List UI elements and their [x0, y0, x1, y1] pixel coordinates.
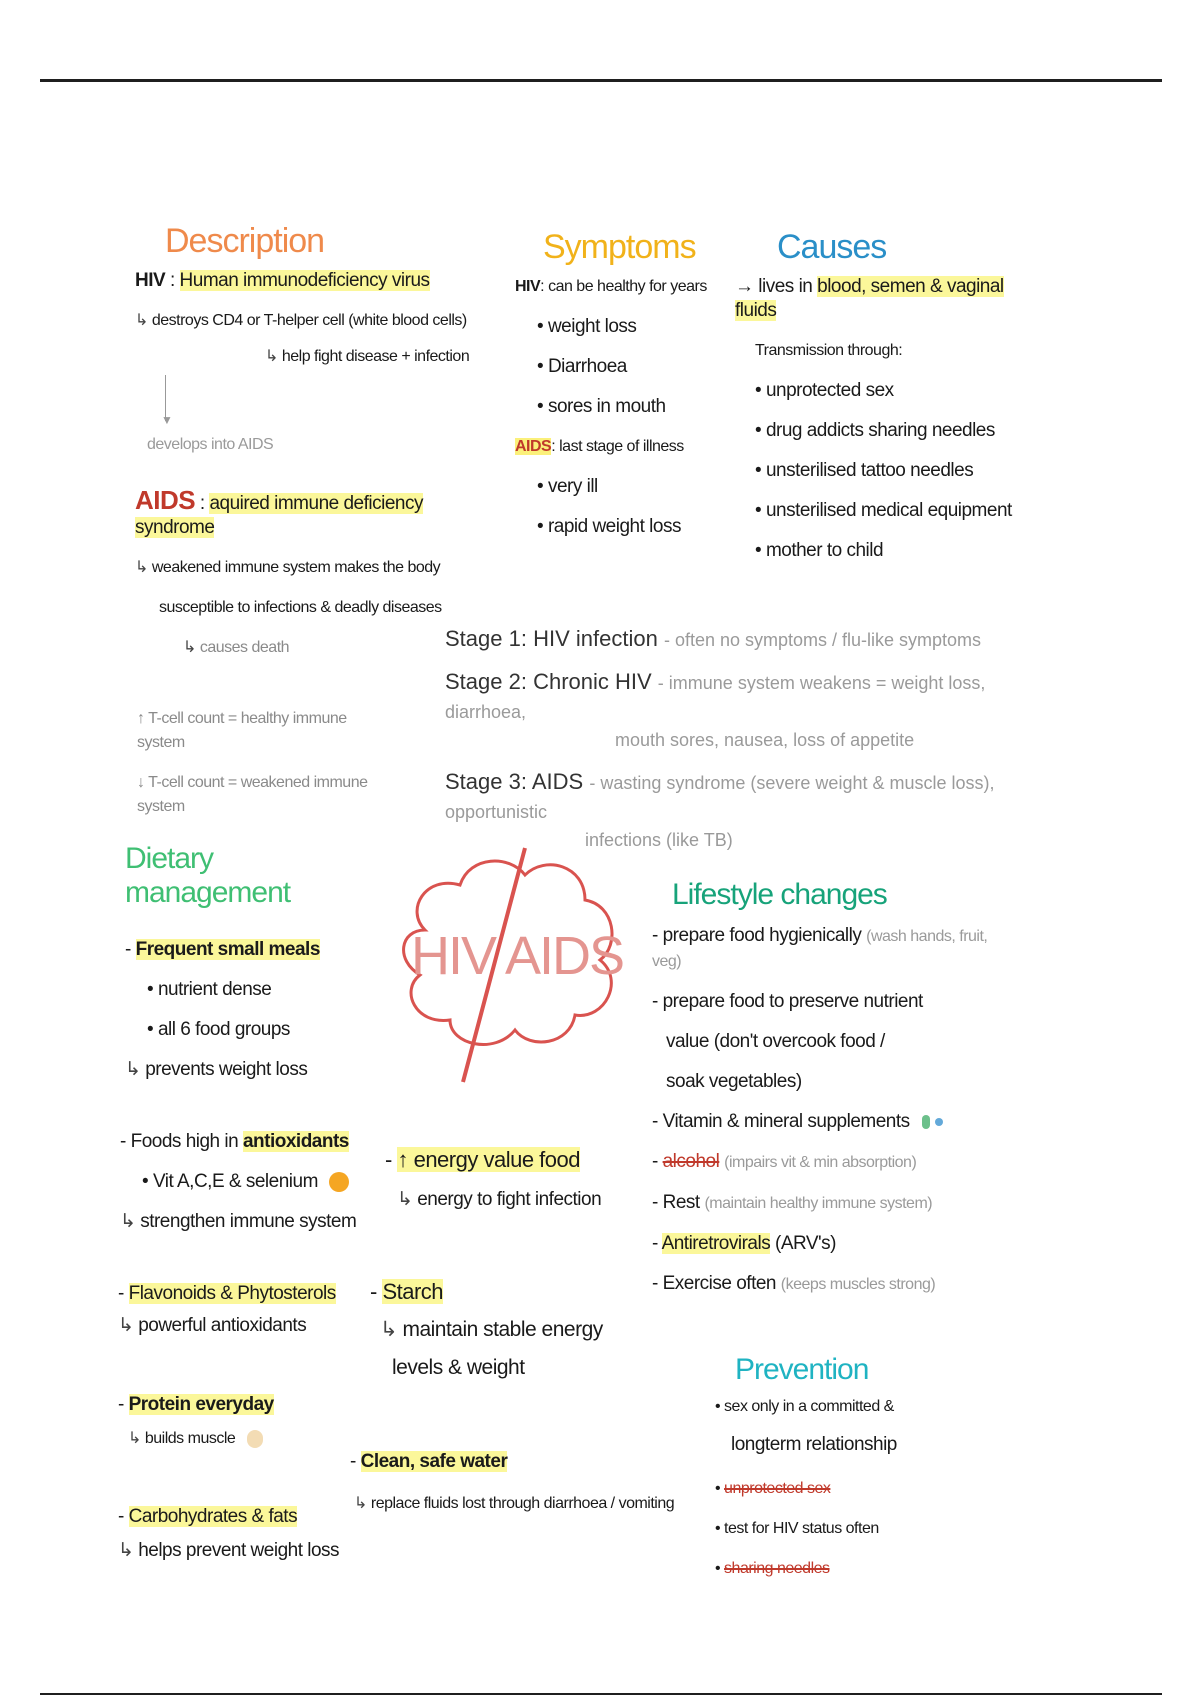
symptoms-aids-label: AIDS — [515, 438, 552, 455]
prevention-longterm: longterm relationship — [731, 1434, 897, 1455]
hiv-label: HIV — [135, 270, 166, 291]
top-rule — [40, 79, 1162, 82]
aids-susceptible: susceptible to infections & deadly diseases — [159, 599, 442, 616]
symptoms-hiv: HIV: can be healthy for years — [515, 278, 707, 295]
aids-label: AIDS — [135, 485, 196, 515]
symptom-item-diarrhoea: • Diarrhoea — [537, 356, 627, 377]
arrow-icon: ↳ — [128, 1430, 141, 1447]
causes-section — [735, 228, 1035, 579]
diet-maintain: ↳ maintain stable energy — [380, 1318, 603, 1341]
cause-item-drug-needles: • drug addicts sharing needles — [755, 420, 995, 441]
up-arrow-icon: ↑ — [137, 710, 145, 727]
diet-antioxidants: - Foods high in antioxidants — [120, 1131, 349, 1152]
hiv-full-name: Human immunodeficiency virus — [179, 270, 430, 291]
lifestyle-heading: Lifestyle changes — [672, 878, 887, 911]
symptom-item-weight-loss: • weight loss — [537, 316, 637, 337]
diet-carbs: - Carbohydrates & fats — [118, 1506, 298, 1527]
hiv-helps: ↳ help fight disease + infection — [265, 348, 470, 365]
dietary-water — [350, 1450, 690, 1532]
diet-helps: ↳ helps prevent weight loss — [118, 1540, 340, 1561]
description-heading: Description — [165, 222, 325, 260]
arrow-icon: ↳ — [380, 1318, 398, 1341]
lifestyle-soak-vegetables: soak vegetables) — [666, 1071, 802, 1092]
symptom-item-rapid-weight-loss: • rapid weight loss — [537, 516, 681, 537]
stage-1: Stage 1: HIV infection - often no symptoms / flu-like symptoms — [445, 626, 982, 651]
dietary-energy — [385, 1148, 635, 1228]
diet-starch: - Starch — [370, 1279, 444, 1304]
dietary-protein — [118, 1393, 358, 1467]
cloud-hiv-text: HIV — [411, 926, 496, 986]
lifestyle-section — [652, 878, 1012, 1313]
transmission-label: Transmission through: — [755, 342, 903, 359]
description-section — [135, 222, 475, 473]
stages-section — [445, 625, 1065, 868]
cause-item-tattoo-needles: • unsterilised tattoo needles — [755, 460, 974, 481]
develops-into-aids: develops into AIDS — [147, 436, 274, 453]
tcell-notes — [137, 707, 397, 835]
stage-3: Stage 3: AIDS - wasting syndrome (severe weight & muscle loss), opportunistic infections (like TB) — [445, 769, 995, 850]
diet-builds-muscle: ↳ builds muscle — [118, 1427, 358, 1451]
tcell-low: ↓ T-cell count = weakened immune system — [137, 774, 368, 815]
hiv-definition: HIV : Human immunodeficiency virus — [135, 270, 430, 291]
arrow-icon: ↳ — [120, 1211, 136, 1232]
prevention-sex-only: • sex only in a committed & — [715, 1398, 894, 1415]
down-arrow-head: ▼ — [161, 413, 173, 427]
diet-energy-fight: ↳ energy to fight infection — [397, 1189, 602, 1210]
symptoms-hiv-label: HIV — [515, 278, 541, 295]
lifestyle-preserve-value: value (don't overcook food / — [666, 1031, 885, 1052]
lifestyle-prepare-hygienically: - prepare food hygienically (wash hands, fruit, veg) — [652, 925, 988, 970]
diet-prevents-weight-loss: ↳ prevents weight loss — [125, 1059, 308, 1080]
prevention-heading: Prevention — [735, 1353, 869, 1386]
cause-item-mother-to-child: • mother to child — [755, 540, 884, 561]
prevention-test: • test for HIV status often — [715, 1520, 879, 1537]
dietary-antioxidants — [120, 1130, 360, 1250]
diet-powerful: ↳ powerful antioxidants — [118, 1315, 307, 1336]
symptoms-section — [515, 228, 725, 555]
flexed-arm-icon — [247, 1430, 263, 1448]
up-arrow-icon: ↑ — [397, 1147, 408, 1172]
arrow-icon: ↳ — [354, 1495, 367, 1512]
symptoms-aids: AIDS: last stage of illness — [515, 438, 684, 455]
diet-water: - Clean, safe water — [350, 1451, 508, 1472]
arrow-icon: ↳ — [183, 639, 196, 656]
symptom-item-mouth-sores: • sores in mouth — [537, 396, 666, 417]
aids-definition-block — [135, 485, 475, 676]
dietary-section — [125, 842, 365, 1098]
lifestyle-exercise: - Exercise often (keeps muscles strong) — [652, 1273, 936, 1294]
diet-flavonoids: - Flavonoids & Phytosterols — [118, 1283, 336, 1304]
bottom-rule — [40, 1693, 1162, 1695]
tcell-high: ↑ T-cell count = healthy immune system — [137, 710, 347, 751]
symptom-item-very-ill: • very ill — [537, 476, 598, 497]
diet-nutrient-dense: • nutrient dense — [147, 979, 272, 1000]
cloud-aids-text: AIDS — [505, 926, 624, 986]
aids-death: ↳ causes death — [183, 639, 290, 656]
dietary-carbs — [118, 1505, 378, 1579]
symptoms-heading: Symptoms — [543, 228, 696, 266]
arrow-icon: ↳ — [118, 1540, 134, 1561]
orange-icon — [329, 1172, 349, 1192]
lifestyle-alcohol: - alcohol (impairs vit & min absorption) — [652, 1151, 917, 1172]
prevention-sharing-needles: • sharing needles — [715, 1560, 830, 1577]
causes-heading: Causes — [777, 228, 887, 266]
arrow-icon: ↳ — [135, 312, 148, 329]
arrow-icon: ↳ — [397, 1189, 413, 1210]
aids-definition: AIDS : aquired immune deficiency syndrome — [135, 485, 423, 538]
diet-food-groups: • all 6 food groups — [147, 1019, 290, 1040]
prevention-unprotected-sex: • unprotected sex — [715, 1480, 831, 1497]
hiv-destroys: ↳ destroys CD4 or T-helper cell (white blood cells) — [135, 312, 467, 329]
hiv-aids-cloud — [385, 840, 625, 1090]
right-arrow-icon: → — [735, 276, 754, 297]
diet-frequent-meals: - Frequent small meals — [125, 939, 320, 960]
diet-vitamins: • Vit A,C,E & selenium — [120, 1170, 360, 1194]
arrow-icon: ↳ — [135, 559, 148, 576]
dietary-heading: Dietary management — [125, 842, 291, 909]
diet-energy: - ↑ energy value food — [385, 1147, 580, 1172]
down-arrow-icon: ↓ — [137, 774, 145, 791]
diet-replace: ↳ replace fluids lost through diarrhoea / vomiting — [354, 1495, 675, 1512]
lifestyle-rest: - Rest (maintain healthy immune system) — [652, 1192, 933, 1213]
stage-2: Stage 2: Chronic HIV - immune system weakens = weight loss, diarrhoea, mouth sores, nausea, loss of appetite — [445, 669, 986, 750]
lifestyle-supplements: - Vitamin & mineral supplements — [652, 1110, 1012, 1134]
dietary-flavonoids — [118, 1282, 378, 1354]
lifestyle-preserve-nutrient: - prepare food to preserve nutrient — [652, 991, 923, 1012]
cause-item-unprotected-sex: • unprotected sex — [755, 380, 894, 401]
prevention-section — [715, 1353, 995, 1597]
lifestyle-antiretrovirals: - Antiretrovirals (ARV's) — [652, 1233, 837, 1254]
arrow-icon: ↳ — [125, 1059, 141, 1080]
diet-protein: - Protein everyday — [118, 1394, 274, 1415]
aids-weakened: ↳ weakened immune system makes the body — [135, 559, 441, 576]
pill-icon — [922, 1115, 930, 1129]
cause-item-medical-equipment: • unsterilised medical equipment — [755, 500, 1012, 521]
pill-icon — [935, 1118, 943, 1126]
diet-strengthen: ↳ strengthen immune system — [120, 1211, 357, 1232]
causes-lives-in: → lives in blood, semen & vaginal fluids — [735, 276, 1004, 321]
diet-levels: levels & weight — [392, 1356, 525, 1379]
dietary-starch — [370, 1280, 630, 1396]
arrow-icon: ↳ — [118, 1315, 134, 1336]
aids-full-name: aquired immune deficiency syndrome — [135, 493, 423, 538]
arrow-icon: ↳ — [265, 348, 278, 365]
